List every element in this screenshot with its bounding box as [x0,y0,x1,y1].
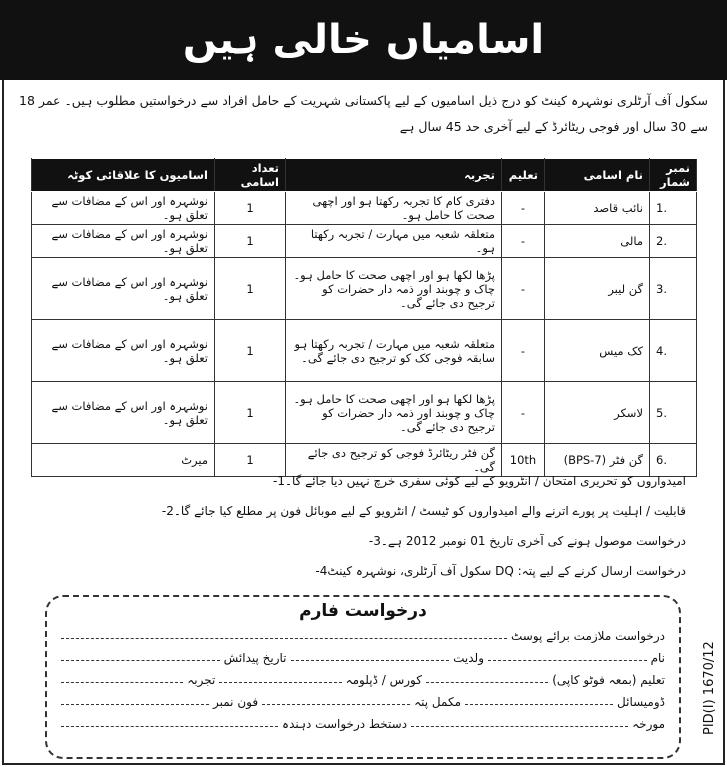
note-item [40,466,700,496]
header-no: نمبر شمار [650,159,697,192]
table-row [32,258,697,320]
cell-quota: نوشہرہ اور اس کے مضافات سے تعلق ہو۔ [32,225,215,258]
form-address-label: مکمل پتہ [414,695,461,709]
vacancy-table [31,158,697,477]
address-field[interactable] [262,704,410,705]
cell-no: 2. [650,225,697,258]
header-count: تعداد اسامی [215,159,286,192]
cell-exp: پڑھا لکھا ہو اور اچھی صحت کا حامل ہو۔ چاک و چوبند اور ذمہ دار حضرات کو ترجیح دی جائے گی۔ [286,382,502,444]
cell-count: 1 [215,382,286,444]
cell-edu: 10th [502,444,545,477]
note-text: قابلیت / اہلیت پر پورے اترنے والے امیدواروں کو ٹیسٹ / انٹرویو کے لیے موبائل فون پر مطلع کیا جائے گا۔ [173,504,686,518]
cell-count: 1 [215,258,286,320]
note-item [40,526,700,556]
table-header [32,159,697,192]
intro-text: سکول آف آرٹلری نوشہرہ کینٹ کو درج ذیل اسامیوں کے لیے پاکستانی شہریت کے حامل افراد سے درخواستیں مطلوب ہیں۔ عمر 18 سے 30 سال اور فوجی ریٹائرڈ کے لیے آخری حد 45 سال ہے [19,93,708,134]
cell-count: 1 [215,320,286,382]
domicile-field[interactable] [465,704,613,705]
note-text: امیدواروں کو تحریری امتحان / انٹرویو کے لیے کوئی سفری خرچ نہیں دیا جائے گا۔ [284,474,686,488]
cell-quota: نوشہرہ اور اس کے مضافات سے تعلق ہو۔ [32,258,215,320]
table-row [32,382,697,444]
form-edu-label: تعلیم (بمعہ فوٹو کاپی) [552,673,665,687]
cell-quota: نوشہرہ اور اس کے مضافات سے تعلق ہو۔ [32,192,215,225]
exp-field[interactable] [61,682,183,683]
notes-list [40,466,700,586]
note-number: -3 [368,534,381,548]
form-dob-label: تاریخ پیدائش [223,651,287,665]
form-domicile-label: ڈومیسائل [617,695,665,709]
cell-post: گن لیبر [545,258,650,320]
note-number: -4 [315,564,328,578]
cell-edu: - [502,320,545,382]
father-field[interactable] [291,660,450,661]
cell-post: گن فٹر (BPS-7) [545,444,650,477]
table-row [32,192,697,225]
date-field[interactable] [411,726,628,727]
cell-quota: نوشہرہ اور اس کے مضافات سے تعلق ہو۔ [32,320,215,382]
dob-field[interactable] [61,660,220,661]
cell-edu: - [502,382,545,444]
cell-post: مالی [545,225,650,258]
form-date-label: مورخہ [632,717,665,731]
cell-post: نائب قاصد [545,192,650,225]
cell-no: 4. [650,320,697,382]
name-field[interactable] [488,660,647,661]
cell-exp: متعلقہ شعبہ میں مہارت / تجربہ رکھتا ہو سابقہ فوجی کک کو ترجیح دی جائے گی۔ [286,320,502,382]
cell-post: کک میس [545,320,650,382]
header-quota: اسامیوں کا علاقائی کوٹہ [32,159,215,192]
cell-no: 5. [650,382,697,444]
cell-quota: میرٹ [32,444,215,477]
cell-exp: دفتری کام کا تجربہ رکھتا ہو اور اچھی صحت کا حامل ہو۔ [286,192,502,225]
cell-quota: نوشہرہ اور اس کے مضافات سے تعلق ہو۔ [32,382,215,444]
cell-count: 1 [215,444,286,477]
cell-edu: - [502,225,545,258]
form-father-label: ولدیت [453,651,484,665]
header-post: نام اسامی [545,159,650,192]
form-title: درخواست فارم [299,601,427,621]
header-edu: تعلیم [502,159,545,192]
cell-no: 3. [650,258,697,320]
signature-field[interactable] [61,726,278,727]
form-phone-label: فون نمبر [213,695,259,709]
cell-post: لاسکر [545,382,650,444]
form-post-label: درخواست ملازمت برائے پوسٹ [510,629,665,643]
cell-count: 1 [215,192,286,225]
form-name-label: نام [650,651,665,665]
note-text: درخواست موصول ہونے کی آخری تاریخ 01 نومبر 2012 ہے۔ [380,534,686,548]
cell-exp: گن فٹر ریٹائرڈ فوجی کو ترجیح دی جائے گی۔ [286,444,502,477]
cell-edu: - [502,258,545,320]
course-field[interactable] [219,682,341,683]
cell-exp: متعلقہ شعبہ میں مہارت / تجربہ رکھتا ہو۔ [286,225,502,258]
table-row [32,225,697,258]
phone-field[interactable] [61,704,209,705]
note-item [40,556,700,586]
header-exp: تجربہ [286,159,502,192]
note-text: درخواست ارسال کرنے کے لیے پتہ: DQ سکول آف آرٹلری، نوشہرہ کینٹ [327,564,686,578]
ad-title: اسامیاں خالی ہیں [0,0,727,80]
cell-no: 1. [650,192,697,225]
pid-number: PID(I) 1670/12 [702,641,717,735]
cell-edu: - [502,192,545,225]
cell-no: 6. [650,444,697,477]
form-course-label: کورس / ڈپلومہ [345,673,422,687]
post-field[interactable] [61,638,507,639]
note-number: -1 [273,474,285,488]
note-item [40,496,700,526]
cell-exp: پڑھا لکھا ہو اور اچھی صحت کا حامل ہو۔ چاک و چوبند اور ذمہ دار حضرات کو ترجیح دی جائے گی۔ [286,258,502,320]
application-form [45,595,681,759]
cell-count: 1 [215,225,286,258]
form-signature-label: دستخط درخواست دہندہ [282,717,408,731]
edu-field[interactable] [426,682,548,683]
note-number: -2 [161,504,174,518]
form-exp-label: تجربہ [187,673,216,687]
table-row [32,320,697,382]
